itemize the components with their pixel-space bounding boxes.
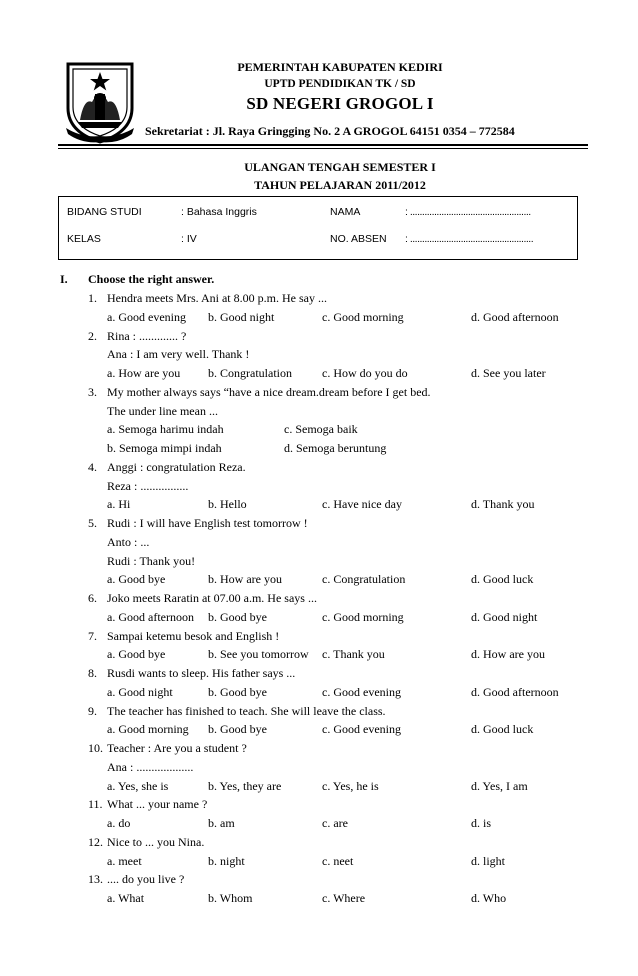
question-12-text: Nice to ... you Nina. bbox=[107, 834, 205, 849]
question-1-text: Hendra meets Mrs. Ani at 8.00 p.m. He say ... bbox=[107, 291, 327, 305]
question-2-option-b[interactable]: b. Congratulation bbox=[208, 366, 292, 380]
exam-title: ULANGAN TENGAH SEMESTER I bbox=[244, 160, 436, 174]
question-2-text: Ana : I am very well. Thank ! bbox=[107, 347, 250, 362]
question-13-option-c[interactable]: c. Where bbox=[322, 891, 366, 905]
question-3-option-b[interactable]: b. Semoga mimpi indah bbox=[107, 441, 222, 455]
question-7-option-c[interactable]: c. Thank you bbox=[322, 647, 385, 662]
question-10-option-d[interactable]: d. Yes, I am bbox=[471, 778, 528, 793]
question-9-option-c[interactable]: c. Good evening bbox=[322, 722, 401, 737]
question-10-option-b[interactable]: b. Yes, they are bbox=[208, 778, 282, 793]
question-13-option-a[interactable]: a. What bbox=[107, 891, 145, 905]
student-info-box bbox=[58, 196, 578, 260]
question-12-number: 12. bbox=[88, 834, 103, 849]
question-11-number: 11. bbox=[88, 797, 103, 812]
question-6-option-c[interactable]: c. Good morning bbox=[322, 609, 404, 624]
question-3-text: The under line mean ... bbox=[107, 403, 218, 418]
question-10-number: 10. bbox=[88, 741, 103, 755]
question-1-option-c[interactable]: c. Good morning bbox=[322, 309, 404, 324]
header-divider bbox=[58, 144, 588, 146]
question-5-text: Anto : ... bbox=[107, 534, 150, 549]
question-1-option-a[interactable]: a. Good evening bbox=[107, 309, 186, 324]
section-title: Choose the right answer. bbox=[88, 272, 215, 286]
question-5-option-d[interactable]: d. Good luck bbox=[471, 572, 534, 587]
question-10-text: Ana : ................... bbox=[107, 759, 194, 774]
question-12-option-d[interactable]: d. light bbox=[471, 853, 506, 868]
office-title: UPTD PENDIDIKAN TK / SD bbox=[264, 78, 416, 90]
question-9-option-d[interactable]: d. Good luck bbox=[471, 722, 534, 737]
question-6-text: Joko meets Raratin at 07.00 a.m. He says ... bbox=[107, 591, 317, 605]
question-7-option-d[interactable]: d. How are you bbox=[471, 647, 545, 662]
kediri-emblem-icon bbox=[62, 58, 138, 144]
question-9-option-a[interactable]: a. Good morning bbox=[107, 722, 189, 737]
question-11-option-c[interactable]: c. are bbox=[322, 816, 348, 830]
question-10-text: Teacher : Are you a student ? bbox=[107, 741, 247, 755]
school-name: SD NEGERI GROGOL I bbox=[246, 94, 434, 113]
question-3-number: 3. bbox=[88, 384, 97, 399]
question-2-option-c[interactable]: c. How do you do bbox=[322, 366, 408, 380]
question-10-option-c[interactable]: c. Yes, he is bbox=[322, 778, 379, 793]
question-4-option-d[interactable]: d. Thank you bbox=[471, 497, 535, 512]
question-6-number: 6. bbox=[88, 591, 97, 605]
question-7-number: 7. bbox=[88, 628, 97, 643]
question-13-text: .... do you live ? bbox=[107, 872, 185, 887]
section-number: I. bbox=[60, 272, 68, 286]
question-1-option-d[interactable]: d. Good afternoon bbox=[471, 309, 559, 324]
question-3-option-c[interactable]: c. Semoga baik bbox=[284, 422, 358, 437]
question-2-number: 2. bbox=[88, 328, 97, 343]
question-12-option-a[interactable]: a. meet bbox=[107, 853, 142, 868]
question-9-number: 9. bbox=[88, 703, 97, 718]
question-11-option-a[interactable]: a. do bbox=[107, 816, 131, 830]
class-label: KELAS bbox=[67, 233, 101, 245]
header-divider-thin bbox=[58, 148, 588, 149]
question-8-option-a[interactable]: a. Good night bbox=[107, 684, 173, 699]
question-2-text: Rina : ............. ? bbox=[107, 328, 187, 343]
question-8-text: Rusdi wants to sleep. His father says ... bbox=[107, 666, 296, 680]
question-11-text: What ... your name ? bbox=[107, 797, 208, 812]
school-address: Sekretariat : Jl. Raya Gringging No. 2 A GROGOL 64151 0354 – 772584 bbox=[145, 124, 515, 138]
question-4-option-b[interactable]: b. Hello bbox=[208, 497, 247, 512]
question-8-number: 8. bbox=[88, 666, 97, 680]
question-4-text: Reza : ................ bbox=[107, 478, 189, 493]
question-12-option-c[interactable]: c. neet bbox=[322, 853, 354, 868]
exam-year: TAHUN PELAJARAN 2011/2012 bbox=[254, 178, 426, 192]
question-4-option-c[interactable]: c. Have nice day bbox=[322, 497, 402, 512]
question-9-text: The teacher has finished to teach. She will leave the class. bbox=[107, 703, 386, 718]
subject-label: BIDANG STUDI bbox=[67, 206, 142, 218]
question-4-number: 4. bbox=[88, 459, 97, 474]
question-6-option-d[interactable]: d. Good night bbox=[471, 609, 538, 624]
question-10-option-a[interactable]: a. Yes, she is bbox=[107, 778, 169, 793]
question-13-option-b[interactable]: b. Whom bbox=[208, 891, 253, 905]
question-5-option-b[interactable]: b. How are you bbox=[208, 572, 282, 587]
question-6-option-b[interactable]: b. Good bye bbox=[208, 609, 267, 624]
question-5-text: Rudi : Thank you! bbox=[107, 553, 196, 568]
question-8-option-c[interactable]: c. Good evening bbox=[322, 684, 401, 699]
question-2-option-d[interactable]: d. See you later bbox=[471, 366, 546, 380]
question-13-option-d[interactable]: d. Who bbox=[471, 891, 507, 905]
question-13-number: 13. bbox=[88, 872, 103, 887]
question-2-option-a[interactable]: a. How are you bbox=[107, 366, 181, 380]
question-8-option-b[interactable]: b. Good bye bbox=[208, 684, 267, 699]
subject-value: : Bahasa Inggris bbox=[181, 206, 257, 218]
question-6-option-a[interactable]: a. Good afternoon bbox=[107, 609, 194, 624]
question-5-option-c[interactable]: c. Congratulation bbox=[322, 572, 406, 587]
question-4-text: Anggi : congratulation Reza. bbox=[107, 459, 246, 474]
question-11-option-d[interactable]: d. is bbox=[471, 816, 492, 830]
question-9-option-b[interactable]: b. Good bye bbox=[208, 722, 267, 737]
question-7-text: Sampai ketemu besok and English ! bbox=[107, 628, 280, 643]
question-12-option-b[interactable]: b. night bbox=[208, 853, 245, 868]
name-label: NAMA bbox=[330, 206, 361, 218]
question-3-text: My mother always says “have a nice dream.dream before I get bed. bbox=[107, 384, 431, 399]
question-5-option-a[interactable]: a. Good bye bbox=[107, 572, 166, 587]
question-5-number: 5. bbox=[88, 516, 97, 530]
question-3-option-a[interactable]: a. Semoga harimu indah bbox=[107, 422, 224, 437]
question-1-option-b[interactable]: b. Good night bbox=[208, 309, 275, 324]
question-4-option-a[interactable]: a. Hi bbox=[107, 497, 131, 512]
absen-field[interactable]: : ................................................... bbox=[405, 233, 534, 245]
question-7-option-a[interactable]: a. Good bye bbox=[107, 647, 166, 662]
question-5-text: Rudi : I will have English test tomorrow ! bbox=[107, 516, 308, 530]
question-11-option-b[interactable]: b. am bbox=[208, 816, 235, 830]
gov-title: PEMERINTAH KABUPATEN KEDIRI bbox=[237, 60, 443, 74]
question-3-option-d[interactable]: d. Semoga beruntung bbox=[284, 441, 387, 455]
question-1-number: 1. bbox=[88, 291, 97, 305]
question-7-option-b[interactable]: b. See you tomorrow bbox=[208, 647, 309, 662]
absen-label: NO. ABSEN bbox=[330, 233, 387, 245]
class-value: : IV bbox=[181, 233, 197, 245]
question-8-option-d[interactable]: d. Good afternoon bbox=[471, 684, 559, 699]
name-field[interactable]: : .................................................. bbox=[405, 206, 531, 218]
